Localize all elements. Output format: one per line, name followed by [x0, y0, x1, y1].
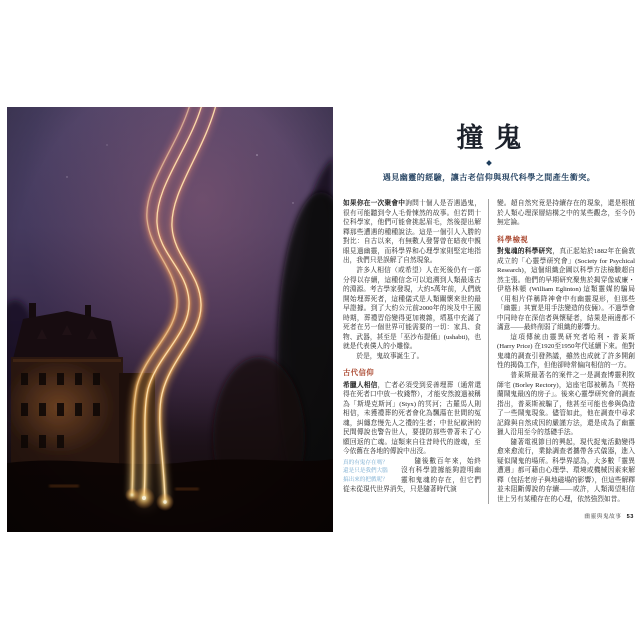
body-text: 詢問十個人是否遇過鬼，很有可能聽到令人毛骨悚然的故事。但若問十位科學家，他們可能會挑起眉毛，然後提出解釋那些遭遇的種種說法。這是一個引人入勝的對比：自古以來，有無數人發誓曾在暗夜中親眼見過幽靈，而科學界和心理學家則堅定地指出，我們只是誤解了自然現象。	[343, 200, 482, 265]
section-heading-scientific-view: 科學檢視	[497, 234, 529, 244]
body-paragraph: 許多人相信（或希望）人在死後仍有一部分得以存續，這種信念可以追溯到人類最遠古的淵源。考古學家發現，大約5萬年前，人們就開始埋葬死者，這種儀式是人類關懷來世的最早證據。到了大約公元前2000年的埃及中王國時期，葬禮習俗變得更加複雜，墳墓中充滿了死者在另一個世界可能需要的一切：家具、食物、武器，甚至是「巫沙布提俑」(ushabti)，也就是代表僕人的小雕像。	[343, 267, 481, 351]
lead-in-bold: 希臘人相信	[343, 381, 378, 389]
text-column-left	[343, 199, 488, 504]
body-text: ，亡者必須受到妥善埋葬（通常還得在死者口中放一枚錢幣），才能安然渡過被稱為「斯堤克斯河」(Styx) 的冥河；古羅馬人則相信，未獲禮葬的死者會化為飄蕩在世間的冤魂，糾纏怠慢先人之禮的生者；中世紀歐洲的民間傳說也警告世人，要提防那些帶著未了心願回返的亡魂。這類來自往昔時代的遊魂，至今依舊在各地的傳說中出沒。	[343, 381, 482, 456]
margin-note-line: 真的有鬼存在嗎？	[343, 459, 388, 466]
article-deck: 遇見幽靈的經驗，讓古老信仰與現代科學之間產生衝突。	[382, 173, 596, 183]
footer-page-number: 53	[626, 514, 634, 520]
body-paragraph	[497, 247, 635, 333]
title-ornament-dot-icon	[486, 161, 492, 167]
footer-chapter-title: 幽靈與鬼故事	[584, 514, 622, 520]
left-page-photo	[7, 107, 333, 532]
body-paragraph: 於是，鬼故事誕生了。	[356, 352, 424, 360]
margin-note-line: 還是只是我們大腦	[343, 468, 388, 475]
margin-note-line: 搞出來的把戲呢？	[343, 476, 388, 483]
vignette-overlay	[7, 107, 333, 532]
article-columns	[343, 199, 635, 504]
body-paragraph: 隨著電視節目的興起，現代捉鬼活動變得愈來愈流行，業餘調查者攜帶各式儀器，進入疑似鬧鬼的場所。科學界認為，大多數「靈異遭遇」都可藉由心理學、環境或機械因素來解釋（包括老房子與地磁場的影響），但這些解釋並未阻斷傳說的存續——或許，人類渴望相信世上另有某種存在的心理，依然強烈如昔。	[497, 438, 635, 503]
body-paragraph: 變。超自然究竟是持續存在的現象，還是根植於人類心理深層結構之中的某些觀念，至今仍無定論。	[497, 200, 635, 227]
body-paragraph: 普萊斯最著名的案件之一是調查博靈利牧師宅 (Borley Rectory)，這座宅邸被稱為「英格蘭鬧鬼最凶的房子」。後來心靈學研究會的調查指出，普萊斯被騙了，他甚至可能也參與偽造了一些鬧鬼現象。儘管如此，他在調查中尋求記錄與自然成因的嚴謹方法，還是成為了幽靈獵人沿用至今的基礎手法。	[497, 372, 635, 437]
body-paragraph	[343, 199, 481, 266]
chapter-title: 撞鬼	[456, 123, 533, 153]
margin-note	[343, 459, 401, 485]
right-page	[343, 118, 635, 596]
body-paragraph	[343, 381, 481, 457]
text-column-right	[488, 199, 635, 504]
body-paragraph: 這項傳統由靈異研究者哈利・普萊斯 (Harry Price) 在1920至1950年代延續下來。他對鬼魂的調查引發熱議，雖然也成就了許多開創性的揭偽工作，但他卻時常偏向相信的一方。	[497, 333, 635, 370]
section-heading-ancient-beliefs: 古代信仰	[343, 368, 375, 378]
lead-in-bold: 如果你在一次聚會中	[343, 200, 406, 208]
night-light-trails-photo	[7, 107, 333, 532]
body-text: ，真正起始於1882年在倫敦成立的「心靈學研究會」(Society for Psychical Research)，這個組織企圖以科學方法檢驗超自然主張。他們的早期研究聚焦於揭穿像威廉・伊格林頓 (William Eglinton) 這類靈媒的騙局（用相片佯稱降神會中有幽靈現形，但那些「幽靈」其實是用手法變造的伎倆）。不過學會中同時存在深信者與懷疑者，結果是兩邊都不滿意——最終削弱了組織的影響力。	[497, 248, 636, 332]
lead-in-bold: 對鬼魂的科學研究	[497, 248, 553, 256]
page-footer	[584, 512, 634, 520]
note-and-paragraph	[343, 457, 481, 495]
body-paragraph: 隨後數百年來，始終沒有科學證據能夠證明幽靈和鬼魂的存在，但它們從未從現代世界消失，只是隨著時代演	[343, 457, 481, 494]
